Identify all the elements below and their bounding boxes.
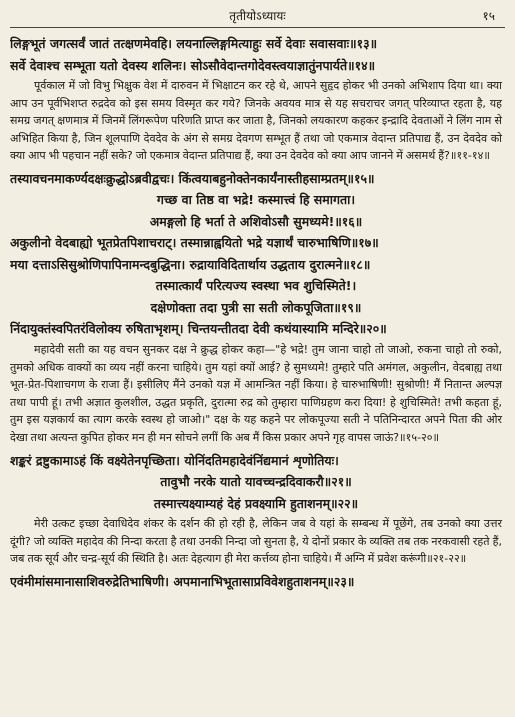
page-header — [0, 4, 515, 26]
verse-line: तस्यावचनमाकर्ण्यदक्षःक्रुद्धोऽब्रवीद्वचः। किंत्वयाबहुनोक्तेनकार्यंनास्तीहसाम्प्रतम्॥१५॥ — [10, 170, 375, 186]
verse-line: मया दत्ताऽसिसुश्रोणिपापिनामन्दबुद्धिना। रुद्रायाविदितार्थाय उद्धताय दुरात्मने॥१८॥ — [10, 256, 371, 272]
translation-paragraph: पूर्वकाल में जो विभु भिक्षुक वेश में दारुवन में भिक्षाटन कर रहे थे, आपने सुहृद होकर भी उनको अभिशाप दिया था। क्या आप उन पूर्वभिशप्त रुद्रदेव को इस समय विस्मृत कर गये? जिनके अवयव मात्र से यह सचराचर जगत् परिव्याप्त रहता है, यह समग्र जगत् क्षणमात्र में जिनमें लिंगरूपेण परिणति प्राप्त कर जाता है, जिनको लयकारण कहकर इन्द्रादि देवताओं ने लिंग नाम से अभिहित किया है, जिन शूलपाणि देवदेव के अंग से समग्र देवगण सम्भूत हैं तथा जो एकमात्र वेदान्त प्रतिपाद्य हैं, उन देवदेव को क्या आप भी पहचान नहीं सके? जो एकमात्र वेदान्त प्रतिपाद्य हैं, क्या उन देवदेव को क्या आप जानने में असमर्थ हैं?॥११-१४॥ — [10, 79, 502, 163]
verse-line: निंदायुक्तंस्वपितरंविलोक्य रुषिताभृशम्। चिन्तयन्तीतदा देवी कथंयास्यामि मन्दिरे॥२०॥ — [10, 321, 387, 337]
page-body — [10, 33, 502, 592]
verse-line: एवंमीमांसमानासाशिवरुद्रेतिभाषिणी। अपमानाभिभूतासाप्रविवेशहुताशनम्॥२३॥ — [10, 573, 355, 589]
verse-line: शङ्करं द्रष्टुकामाऽहं किं वक्ष्येतेनपृच्छिता। योनिंदतिमहादेवंनिंद्यमानं शृणोतियः। — [10, 452, 339, 468]
verse-line: अमङ्गलो हि भर्ता ते अशिवोऽसौ सुमध्यमे!॥१६॥ — [149, 213, 363, 229]
verse-line: तावुभौ नरके यातो यावच्चन्द्रदिवाकरौ॥२१॥ — [160, 474, 352, 490]
header-rule — [10, 27, 505, 28]
verse-line: गच्छ वा तिष्ठ वा भद्रे! कस्मात्त्वं हि समागता। — [156, 192, 356, 208]
verse-line: लिङ्गभूतं जगत्सर्वं जातं तत्क्षणमेवहि। लयनाल्लिङ्गमित्याहुः सर्वे देवाः सवासवाः॥१३॥ — [10, 36, 378, 51]
verse-line: तस्मात्त्यक्ष्याम्यहं देहं प्रवक्ष्यामि हुताशनम्॥२२॥ — [153, 495, 359, 511]
translation-paragraph: मेरी उत्कट इच्छा देवाधिदेव शंकर के दर्शन की हो रही है, लेकिन जब वे यहां के सम्बन्ध में पूछेंगे, तब उनको क्या उत्तर दूंगी? जो व्यक्ति महादेव की निन्दा करता है तथा उनकी निन्दा जो सुनता है, ये दोनों प्रकार के व्यक्ति तब तक नरकवासी रहते हैं, जब तक सूर्य और चन्द्र-सूर्य की स्थिति है। अतः देहत्याग ही मेरा कर्त्तव्य होना चाहिये। मैं अग्नि में प्रवेश करूंगी॥२१-२२॥ — [10, 517, 502, 566]
page-number: १५ — [482, 9, 495, 23]
chapter-title: तृतीयोऽध्यायः — [229, 9, 286, 23]
verse-line: तस्मात्कार्यं परित्यज्य स्वस्था भव शुचिस्मिते!। — [155, 278, 357, 294]
verse-line: अकुलीनो वेदबाह्यो भूतप्रेतपिशाचराट्। तस्मान्नाह्वयितो भद्रे यज्ञार्थं चारुभाषिणि॥१७॥ — [10, 235, 379, 251]
translation-paragraph: महादेवी सती का यह वचन सुनकर दक्ष ने क्रुद्ध होकर कहा—"हे भद्रे! तुम जाना चाहो तो जाओ, रुकना चाहो तो रुको, तुमको अधिक वाक्यों का व्यय नहीं करना चाहिये। तुम यहां क्यों आई? हे सुमध्यमे! तुम्हारे पति अमंगल, अकुलीन, वेदबाह्य तथा भूत-प्रेत-पिशाचगण के राजा हैं। इसीलिए मैंने उनको यज्ञ में आमन्त्रित नहीं किया। हे चारुभाषिणी! सुश्रोणी! मैं नितान्त अल्पज्ञ तथा पापी हूं। तभी अज्ञात कुलशील, उद्धत प्रकृति, दुरात्मा रुद्र को तुम्हारा पाणिग्रहण करा दिया! हे शुचिस्मिते! तभी कहता हूं, तुम इस यज्ञकार्य का त्याग करके स्वस्थ हो जाओ।" दक्ष के यह कहने पर लोकपूज्या सती ने पतिनिन्दारत अपने पिता की ओर देखा तथा अत्यन्त कुपित होकर मन ही मन सोचने लगीं कि अब मैं किस प्रकार अपने गृह वापस जाऊं?॥१५-२०॥ — [10, 342, 502, 444]
verse-line: सर्वे देवाश्च सम्भूता यतो देवस्य शलिनः। सोऽसौवेदान्तगोदेवस्त्वयाज्ञातुंनपार्यते॥१४॥ — [10, 57, 376, 73]
verse-line: दक्षेणोक्ता तदा पुत्री सा सती लोकपूजिता॥१९॥ — [150, 299, 362, 315]
